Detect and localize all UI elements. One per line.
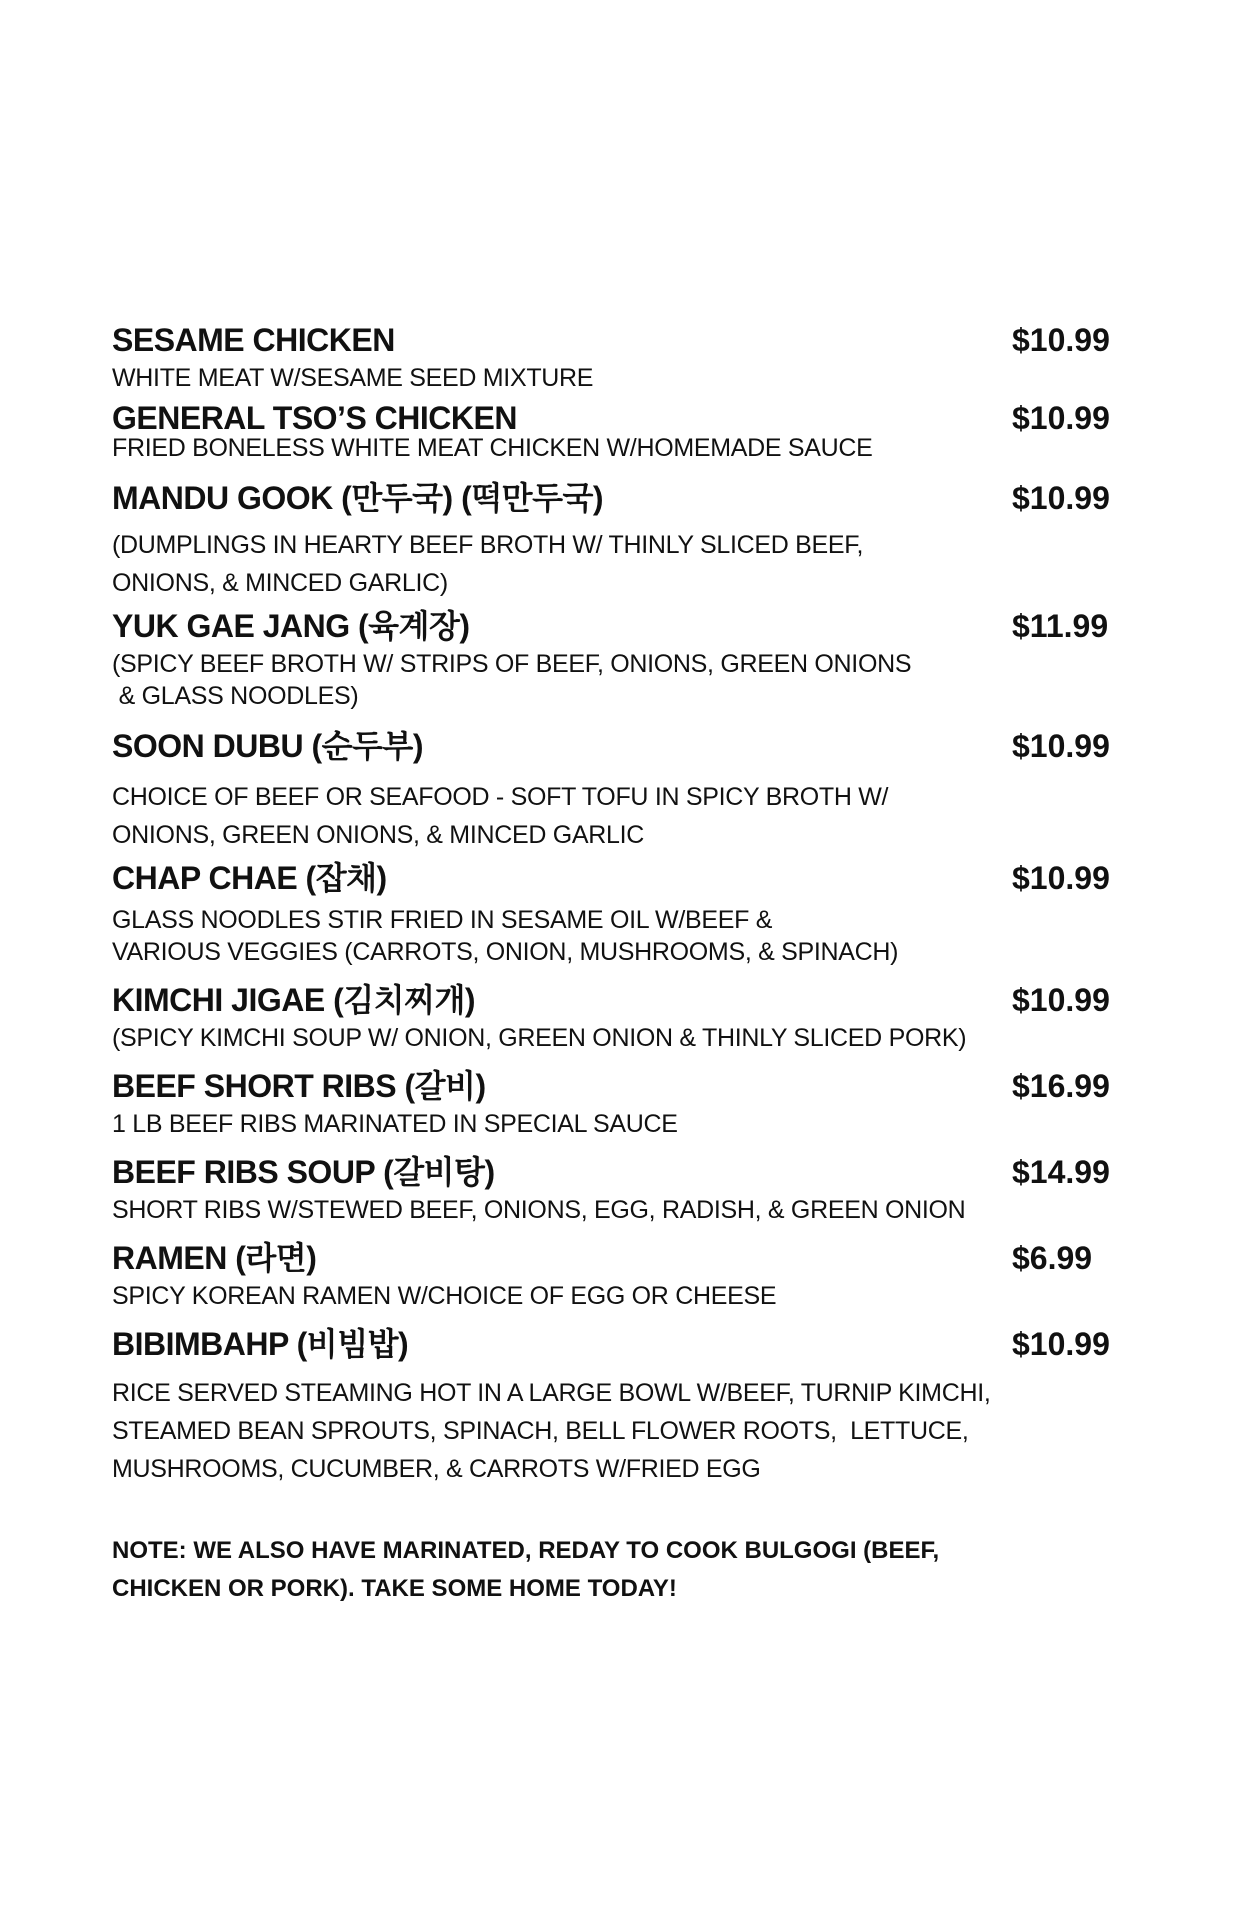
dish-price: $11.99 [1012, 608, 1109, 644]
menu-item-header [112, 1322, 1142, 1366]
menu-item-soon-dubu [112, 724, 1142, 854]
menu-item-chap-chae [112, 856, 1142, 968]
menu-list [112, 318, 1142, 1608]
menu-item-header [112, 476, 1142, 520]
dish-price: $10.99 [1012, 1326, 1110, 1362]
menu-item-header [112, 1064, 1142, 1108]
dish-description-line: CHOICE OF BEEF OR SEAFOOD - SOFT TOFU IN SPICY BROTH W/ [112, 783, 889, 811]
menu-item-mandu-gook [112, 476, 1142, 602]
dish-price: $10.99 [1012, 322, 1110, 358]
dish-name: RAMEN (라면) [112, 1240, 317, 1276]
dish-price: $16.99 [1012, 1068, 1110, 1104]
dish-name: MANDU GOOK (만두국) (떡만두국) [112, 480, 604, 516]
menu-item-sesame-chicken [112, 318, 1142, 394]
dish-description-line: STEAMED BEAN SPROUTS, SPINACH, BELL FLOWER ROOTS, LETTUCE, [112, 1417, 969, 1445]
menu-item-header [112, 318, 1142, 362]
menu-item-header [112, 978, 1142, 1022]
dish-description-line: RICE SERVED STEAMING HOT IN A LARGE BOWL W/BEEF, TURNIP KIMCHI, [112, 1379, 991, 1407]
dish-price: $14.99 [1012, 1154, 1110, 1190]
dish-price: $10.99 [1012, 728, 1110, 764]
dish-name: SOON DUBU (순두부) [112, 728, 424, 764]
dish-description-line: ONIONS, & MINCED GARLIC) [112, 569, 448, 597]
menu-item-header [112, 856, 1142, 900]
dish-price: $10.99 [1012, 480, 1110, 516]
dish-price: $10.99 [1012, 400, 1110, 436]
dish-name: BEEF RIBS SOUP (갈비탕) [112, 1154, 495, 1190]
dish-name: SESAME CHICKEN [112, 322, 395, 358]
menu-item-header [112, 604, 1142, 648]
dish-price: $10.99 [1012, 860, 1110, 896]
menu-item-header [112, 1236, 1142, 1280]
dish-name: CHAP CHAE (잡채) [112, 860, 387, 896]
menu-item-header [112, 724, 1142, 768]
menu-item-kimchi-jigae [112, 978, 1142, 1054]
dish-name: YUK GAE JANG (육계장) [112, 608, 470, 644]
dish-description-line: (DUMPLINGS IN HEARTY BEEF BROTH W/ THINLY SLICED BEEF, [112, 531, 864, 559]
note-line: CHICKEN OR PORK). TAKE SOME HOME TODAY! [112, 1575, 677, 1602]
dish-price: $10.99 [1012, 982, 1110, 1018]
dish-description-line: SHORT RIBS W/STEWED BEEF, ONIONS, EGG, RADISH, & GREEN ONION [112, 1196, 966, 1224]
dish-description-line: (SPICY BEEF BROTH W/ STRIPS OF BEEF, ONIONS, GREEN ONIONS [112, 650, 912, 678]
dish-description-line: SPICY KOREAN RAMEN W/CHOICE OF EGG OR CHEESE [112, 1282, 777, 1310]
dish-description-line: VARIOUS VEGGIES (CARROTS, ONION, MUSHROOMS, & SPINACH) [112, 938, 899, 966]
dish-name: BIBIMBAHP (비빔밥) [112, 1326, 409, 1362]
dish-price: $6.99 [1012, 1240, 1093, 1276]
dish-description-line: 1 LB BEEF RIBS MARINATED IN SPECIAL SAUCE [112, 1110, 678, 1138]
menu-item-ramen [112, 1236, 1142, 1312]
dish-description-line: (SPICY KIMCHI SOUP W/ ONION, GREEN ONION & THINLY SLICED PORK) [112, 1024, 967, 1052]
menu-item-general-tso-chicken [112, 396, 1142, 464]
menu-item-beef-ribs-soup [112, 1150, 1142, 1226]
dish-description-line: & GLASS NOODLES) [112, 682, 359, 710]
dish-name: BEEF SHORT RIBS (갈비) [112, 1068, 486, 1104]
menu-item-header [112, 1150, 1142, 1194]
dish-description-line: GLASS NOODLES STIR FRIED IN SESAME OIL W/BEEF & [112, 906, 773, 934]
menu-item-yuk-gae-jang [112, 604, 1142, 712]
dish-name: KIMCHI JIGAE (김치찌개) [112, 982, 476, 1018]
dish-description-line: ONIONS, GREEN ONIONS, & MINCED GARLIC [112, 821, 645, 849]
dish-description-line: FRIED BONELESS WHITE MEAT CHICKEN W/HOMEMADE SAUCE [112, 434, 873, 462]
menu-note [112, 1532, 1052, 1608]
note-line: NOTE: WE ALSO HAVE MARINATED, REDAY TO COOK BULGOGI (BEEF, [112, 1537, 940, 1564]
menu-item-beef-short-ribs [112, 1064, 1142, 1140]
dish-name: GENERAL TSO’S CHICKEN [112, 400, 517, 436]
menu-item-bibimbahp [112, 1322, 1142, 1488]
dish-description-line: MUSHROOMS, CUCUMBER, & CARROTS W/FRIED EGG [112, 1455, 761, 1483]
dish-description-line: WHITE MEAT W/SESAME SEED MIXTURE [112, 364, 594, 392]
